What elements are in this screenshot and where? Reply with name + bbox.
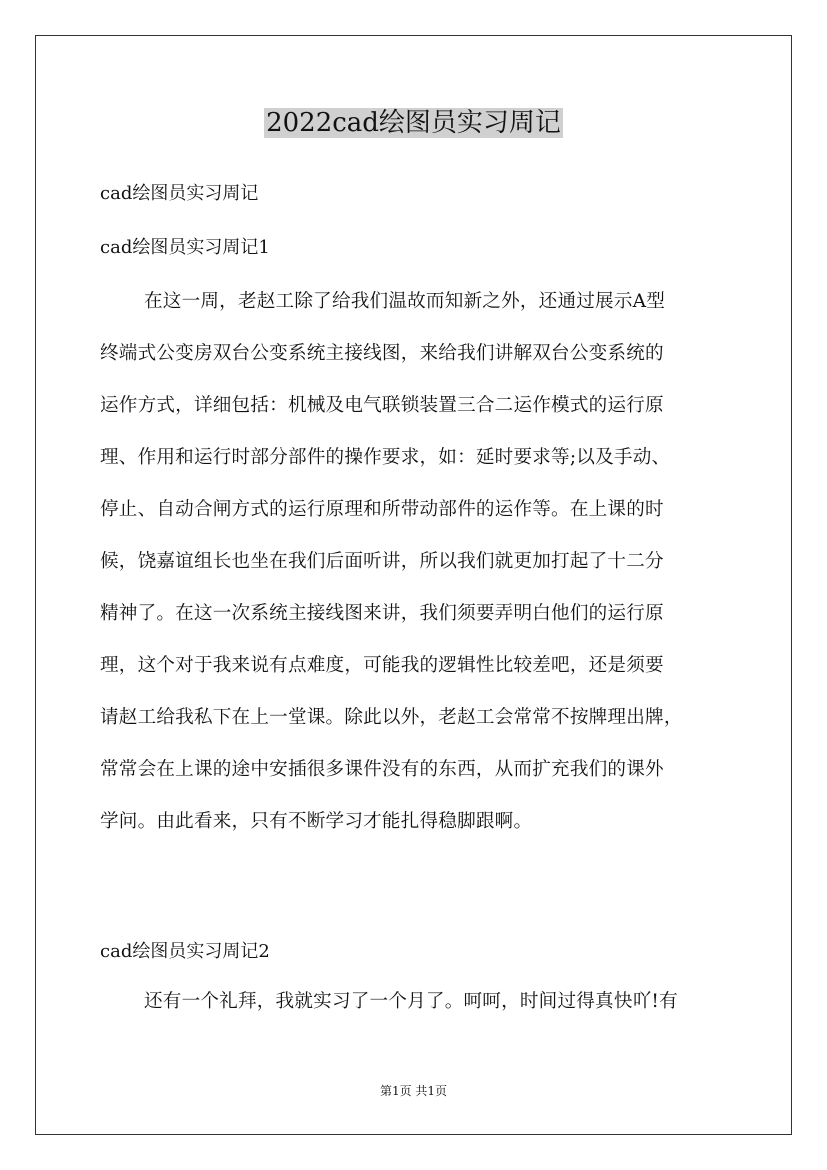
- document-title: [0, 104, 827, 142]
- paragraph-line: 精神了。在这一次系统主接线图来讲，我们须要弄明白他们的运行原: [100, 603, 664, 624]
- section-heading-1: cad绘图员实习周记1: [100, 237, 270, 258]
- page-footer: 第1页 共1页: [379, 1084, 448, 1098]
- paragraph-line: 常常会在上课的途中安插很多课件没有的东西，从而扩充我们的课外: [100, 759, 664, 780]
- paragraph-line: 理、作用和运行时部分部件的操作要求，如：延时要求等;以及手动、: [100, 447, 671, 468]
- document-title-text: 2022cad绘图员实习周记: [266, 108, 561, 138]
- document-subtitle: cad绘图员实习周记: [100, 183, 259, 204]
- paragraph-line: 候，饶嘉谊组长也坐在我们后面听讲，所以我们就更加打起了十二分: [100, 551, 664, 572]
- paragraph-line: 学问。由此看来，只有不断学习才能扎得稳脚跟啊。: [100, 811, 533, 832]
- paragraph-line: 理，这个对于我来说有点难度，可能我的逻辑性比较差吧，还是须要: [100, 655, 664, 676]
- paragraph-line: 停止、自动合闸方式的运行原理和所带动部件的运作等。在上课的时: [100, 499, 664, 520]
- section-heading-2: cad绘图员实习周记2: [100, 941, 270, 962]
- paragraph-line: 运作方式，详细包括：机械及电气联锁装置三合二运作模式的运行原: [100, 395, 664, 416]
- paragraph-line: 还有一个礼拜，我就实习了一个月了。呵呵，时间过得真快吖!有: [144, 991, 678, 1012]
- paragraph-line: 在这一周，老赵工除了给我们温故而知新之外，还通过展示A型: [144, 291, 666, 312]
- section-1-paragraph: [100, 276, 750, 848]
- section-2-paragraph: [100, 976, 750, 1028]
- paragraph-line: 终端式公变房双台公变系统主接线图，来给我们讲解双台公变系统的: [100, 343, 664, 364]
- paragraph-line: 请赵工给我私下在上一堂课。除此以外，老赵工会常常不按牌理出牌，: [100, 707, 683, 728]
